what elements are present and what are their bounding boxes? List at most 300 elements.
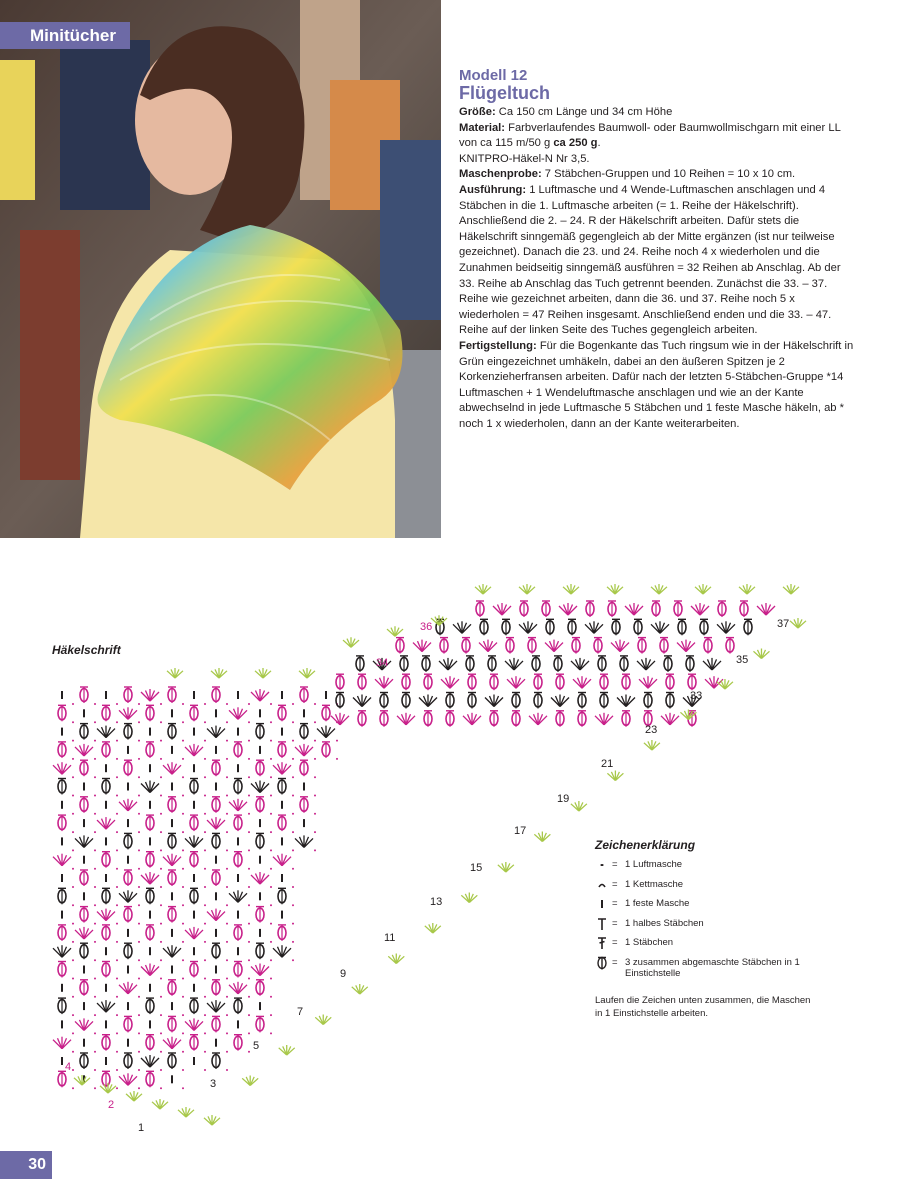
edge-scallop <box>255 668 271 678</box>
sc-symbol <box>83 819 85 827</box>
sc-symbol <box>237 1020 239 1028</box>
chain-symbol <box>270 703 272 705</box>
chain-symbol <box>226 849 228 851</box>
row-number-right: 9 <box>340 968 347 980</box>
sc-symbol <box>149 1020 151 1028</box>
chain-symbol <box>270 721 272 723</box>
chain-symbol <box>116 776 118 778</box>
legend-item: = 1 Luftmasche <box>595 858 815 878</box>
chain-symbol <box>94 831 96 833</box>
chain-symbol <box>226 904 228 906</box>
execution-text: 1 Luftmasche und 4 Wende-Luftmaschen anschlagen und 4 Stäbchen in die 1. Luftmasche arbeiten (= 1. Reihe der Häkelschrift). Anschließend die 2. – 24. R der Häkelschrift arbeiten. Dafür stets die Häkelschrift sinngemäß gegengleich ab der Mitte ergänzen (ist nur teilweise gezeichnet). Danach die 23. und 24. Reihe noch 4 x wiederholen und die Zunahmen beidseitig sinngemäß ausführen = 32 Reihen ab Anschlag. Ab der 33. Reihe ab Anschlag das Tuch getrennt beenden. Zunächst die 33. – 37. Reihe wie gezeichnet arbeiten, dann die 36. und 37. Reihe noch 5 x wiederholen = 47 Reihen insgesamt. Anschließend enden und die 33. – 47. Reihe auf der linken Seite des Tuches gegengleich arbeiten. <box>459 183 841 337</box>
sc-symbol <box>171 1075 173 1083</box>
row-number-left: 4 <box>65 1061 72 1073</box>
fan-symbol <box>185 927 203 939</box>
chain-symbol <box>248 813 250 815</box>
chain-symbol <box>138 703 140 705</box>
chain-symbol <box>72 758 74 760</box>
fan-symbol <box>331 713 349 725</box>
sc-symbol <box>127 1039 129 1047</box>
chain-symbol <box>94 758 96 760</box>
chain-symbol <box>182 795 184 797</box>
chain-symbol <box>94 813 96 815</box>
chain-symbol <box>160 1087 162 1089</box>
chain-symbol <box>204 978 206 980</box>
edge-scallop <box>695 584 711 594</box>
sc-symbol <box>149 728 151 736</box>
edge-scallop <box>498 862 514 872</box>
sc-symbol <box>215 709 217 717</box>
chain-symbol <box>226 740 228 742</box>
chain-symbol <box>160 813 162 815</box>
chain-symbol <box>248 703 250 705</box>
chain-symbol <box>94 923 96 925</box>
chain-symbol <box>160 1051 162 1053</box>
fan-symbol <box>229 799 247 811</box>
pattern-instructions <box>459 68 857 432</box>
chain-symbol <box>270 776 272 778</box>
edge-scallop <box>167 668 183 678</box>
chain-symbol <box>248 1014 250 1016</box>
chain-symbol <box>138 1087 140 1089</box>
chain-symbol <box>138 1032 140 1034</box>
slip-stitch-icon <box>595 878 609 892</box>
sc-symbol <box>215 966 217 974</box>
row-number-right: 3 <box>210 1078 217 1090</box>
chain-symbol <box>116 813 118 815</box>
edge-scallop <box>387 626 403 636</box>
sc-symbol <box>61 801 63 809</box>
sc-symbol <box>171 746 173 754</box>
chain-symbol <box>116 831 118 833</box>
fan-symbol <box>251 781 269 793</box>
chain-symbol <box>94 941 96 943</box>
chain-symbol <box>72 886 74 888</box>
chain-symbol <box>160 795 162 797</box>
chain-symbol <box>94 1032 96 1034</box>
chain-symbol <box>94 795 96 797</box>
row-number-left: 2 <box>108 1099 115 1111</box>
sc-symbol <box>105 837 107 845</box>
edge-scallop <box>519 584 535 594</box>
photo-illustration <box>0 0 441 538</box>
sc-symbol <box>171 709 173 717</box>
chain-symbol <box>204 1051 206 1053</box>
edge-scallop <box>425 923 441 933</box>
fan-symbol <box>559 603 577 615</box>
edge-scallop <box>461 893 477 903</box>
chain-symbol <box>116 904 118 906</box>
fan-symbol <box>295 835 313 847</box>
chain-symbol <box>160 776 162 778</box>
chain-symbol <box>116 923 118 925</box>
fan-symbol <box>141 964 159 976</box>
sc-symbol <box>171 966 173 974</box>
fan-symbol <box>273 854 291 866</box>
edge-scallop <box>126 1091 142 1101</box>
sc-symbol <box>259 929 261 937</box>
chain-symbol <box>248 886 250 888</box>
half-double-crochet-icon <box>595 917 609 931</box>
gauge-paragraph <box>459 167 857 183</box>
sc-symbol <box>237 728 239 736</box>
chain-symbol <box>204 813 206 815</box>
chain-symbol <box>248 1051 250 1053</box>
chain-symbol <box>226 721 228 723</box>
chart-title: Häkelschrift <box>52 643 121 657</box>
execution-paragraph <box>459 183 857 339</box>
chain-symbol <box>72 1014 74 1016</box>
sc-symbol <box>303 819 305 827</box>
chain-symbol <box>204 996 206 998</box>
fan-symbol <box>141 689 159 701</box>
fan-symbol <box>75 835 93 847</box>
chain-symbol <box>116 721 118 723</box>
gauge-text: 7 Stäbchen-Gruppen und 10 Reihen = 10 x 10 cm. <box>544 168 796 181</box>
chain-symbol <box>248 795 250 797</box>
edge-scallop <box>74 1075 90 1085</box>
chain-symbol <box>292 740 294 742</box>
sc-symbol <box>193 874 195 882</box>
fan-symbol <box>251 964 269 976</box>
chain-symbol <box>226 776 228 778</box>
edge-scallop <box>204 1115 220 1125</box>
chain-symbol <box>292 795 294 797</box>
fan-symbol <box>317 726 335 738</box>
chain-symbol <box>204 904 206 906</box>
chain-symbol <box>204 758 206 760</box>
sc-symbol <box>259 746 261 754</box>
row-number-right: 7 <box>297 1006 304 1018</box>
chain-symbol <box>270 849 272 851</box>
sc-symbol <box>237 911 239 919</box>
chain-symbol <box>94 1014 96 1016</box>
sc-symbol <box>303 709 305 717</box>
chain-symbol <box>270 886 272 888</box>
chain-symbol <box>72 703 74 705</box>
chain-symbol <box>182 831 184 833</box>
chain-symbol <box>138 1051 140 1053</box>
fan-symbol <box>677 640 695 652</box>
chain-symbol <box>292 904 294 906</box>
chain-symbol <box>226 795 228 797</box>
chain-symbol <box>248 959 250 961</box>
fan-symbol <box>163 945 181 957</box>
chain-symbol <box>160 959 162 961</box>
chain-symbol <box>116 703 118 705</box>
chain-symbol <box>160 1014 162 1016</box>
chain-symbol <box>182 740 184 742</box>
edge-scallop <box>607 584 623 594</box>
chain-symbol <box>138 740 140 742</box>
sc-symbol <box>193 947 195 955</box>
chain-symbol <box>72 923 74 925</box>
sc-symbol <box>61 874 63 882</box>
fan-symbol <box>413 640 431 652</box>
chain-symbol <box>116 868 118 870</box>
chain-symbol <box>226 959 228 961</box>
chain-symbol <box>204 886 206 888</box>
sc-symbol <box>215 929 217 937</box>
edge-scallop <box>388 954 404 964</box>
sc-symbol <box>215 783 217 791</box>
sc-symbol <box>237 691 239 699</box>
fan-symbol <box>625 603 643 615</box>
fan-symbol <box>185 835 203 847</box>
gauge-label: Maschenprobe: <box>459 168 542 181</box>
fan-symbol <box>479 640 497 652</box>
row-number-right: 21 <box>601 758 614 770</box>
sc-symbol <box>149 837 151 845</box>
chain-symbol <box>292 941 294 943</box>
edge-scallop <box>790 618 806 628</box>
chain-symbol <box>226 1051 228 1053</box>
size-paragraph <box>459 105 857 121</box>
chain-symbol <box>248 941 250 943</box>
cluster-icon <box>595 956 609 970</box>
chain-symbol <box>292 703 294 705</box>
chain-symbol <box>116 1014 118 1016</box>
sc-symbol <box>215 746 217 754</box>
sc-symbol <box>215 856 217 864</box>
sc-symbol <box>193 801 195 809</box>
sc-symbol <box>259 819 261 827</box>
sc-symbol <box>127 1002 129 1010</box>
chain-symbol <box>160 996 162 998</box>
chain-symbol <box>94 904 96 906</box>
legend-label: 1 feste Masche <box>625 898 690 909</box>
edge-scallop <box>475 584 491 594</box>
fan-symbol <box>229 707 247 719</box>
chain-symbol <box>182 849 184 851</box>
material-amount: ca 250 g <box>553 137 598 150</box>
legend-item: = 1 Stäbchen <box>595 936 815 956</box>
chain-symbol <box>182 978 184 980</box>
chain-symbol <box>116 740 118 742</box>
chain-symbol <box>270 959 272 961</box>
sc-symbol <box>171 1002 173 1010</box>
fan-symbol <box>493 603 511 615</box>
chain-symbol <box>72 740 74 742</box>
chain-symbol <box>72 1032 74 1034</box>
chain-symbol <box>160 849 162 851</box>
fan-symbol <box>273 945 291 957</box>
chain-symbol <box>248 978 250 980</box>
chain-symbol <box>270 813 272 815</box>
edge-scallop <box>563 584 579 594</box>
finishing-paragraph <box>459 339 857 433</box>
sc-symbol <box>127 966 129 974</box>
fan-symbol <box>119 1073 137 1085</box>
chain-symbol <box>270 996 272 998</box>
sc-symbol <box>61 691 63 699</box>
chain-symbol <box>182 941 184 943</box>
chain-symbol <box>292 721 294 723</box>
chain-symbol <box>270 1032 272 1034</box>
chain-symbol <box>182 923 184 925</box>
chain-symbol <box>204 959 206 961</box>
model-photo <box>0 0 441 538</box>
edge-scallop <box>717 679 733 689</box>
fan-symbol <box>639 676 657 688</box>
chain-symbol <box>138 978 140 980</box>
fan-symbol <box>163 762 181 774</box>
chain-symbol <box>270 941 272 943</box>
fan-symbol <box>611 640 629 652</box>
sc-symbol <box>149 801 151 809</box>
fan-symbol <box>691 603 709 615</box>
sc-symbol <box>83 709 85 717</box>
chain-symbol <box>336 758 338 760</box>
fan-symbol <box>397 713 415 725</box>
chain-symbol <box>116 996 118 998</box>
chain-symbol <box>116 1087 118 1089</box>
sc-symbol <box>193 911 195 919</box>
chain-symbol <box>160 868 162 870</box>
sc-symbol <box>193 728 195 736</box>
sc-symbol <box>281 874 283 882</box>
chain-symbol <box>138 886 140 888</box>
hook-text: KNITPRO-Häkel-N Nr 3,5. <box>459 152 590 165</box>
chain-symbol <box>248 740 250 742</box>
single-crochet-icon <box>595 897 609 911</box>
row-number-right: 35 <box>736 654 749 666</box>
execution-label: Ausführung: <box>459 183 527 196</box>
chain-symbol <box>270 904 272 906</box>
chain-symbol <box>248 996 250 998</box>
legend-item: = 1 halbes Stäbchen <box>595 917 815 937</box>
chain-symbol <box>138 959 140 961</box>
fan-symbol <box>163 1037 181 1049</box>
fan-symbol <box>703 658 721 670</box>
chain-symbol <box>138 849 140 851</box>
sc-symbol <box>193 691 195 699</box>
model-number: Modell 12 <box>459 67 528 84</box>
chain-symbol <box>248 904 250 906</box>
chain-symbol <box>116 1032 118 1034</box>
chain-symbol <box>138 758 140 760</box>
fan-symbol <box>229 982 247 994</box>
fan-symbol <box>637 658 655 670</box>
chain-symbol <box>270 795 272 797</box>
chain-symbol <box>94 978 96 980</box>
chain-symbol <box>94 703 96 705</box>
sc-symbol <box>127 856 129 864</box>
fan-symbol <box>97 1000 115 1012</box>
chain-symbol <box>72 813 74 815</box>
sc-symbol <box>83 856 85 864</box>
chain-symbol <box>138 795 140 797</box>
fan-symbol <box>573 676 591 688</box>
fan-symbol <box>453 621 471 633</box>
chain-symbol <box>94 996 96 998</box>
fan-symbol <box>185 1018 203 1030</box>
fan-symbol <box>507 676 525 688</box>
chain-symbol <box>182 1014 184 1016</box>
sc-symbol <box>149 984 151 992</box>
chain-symbol <box>182 996 184 998</box>
chain-symbol <box>72 795 74 797</box>
chain-symbol <box>314 813 316 815</box>
fan-symbol <box>229 890 247 902</box>
edge-scallop <box>343 637 359 647</box>
chain-symbol <box>292 813 294 815</box>
chain-symbol <box>248 923 250 925</box>
sc-symbol <box>193 764 195 772</box>
sc-symbol <box>281 801 283 809</box>
finishing-text: Für die Bogenkante das Tuch ringsum wie in der Häkelschrift in Grün eingezeichnet umhäkeln, dabei an den äußeren Spitzen je 2 Korkenzieherfransen arbeiten. Dafür nach der letzten 5-Stäbchen-Gruppe *14 Luftmaschen + 1 Wendeluftmasche anschlagen und wie an der Kante abwechselnd in jede Luftmasche 5 Stäbchen und 1 feste Masche häkeln, ab * noch 1 x wiederholen, dann an der Kante weiterarbeiten. <box>459 339 854 430</box>
chain-symbol <box>270 740 272 742</box>
chain-symbol <box>314 740 316 742</box>
chain-symbol <box>138 831 140 833</box>
chain-symbol <box>160 1032 162 1034</box>
sc-symbol <box>237 764 239 772</box>
chain-symbol <box>204 868 206 870</box>
sc-symbol <box>149 947 151 955</box>
edge-scallop <box>178 1107 194 1117</box>
edge-scallop <box>100 1083 116 1093</box>
chain-symbol <box>182 886 184 888</box>
chain-symbol <box>292 923 294 925</box>
sc-symbol <box>237 874 239 882</box>
sc-symbol <box>259 856 261 864</box>
chain-symbol <box>116 1069 118 1071</box>
fan-symbol <box>419 695 437 707</box>
sc-symbol <box>281 728 283 736</box>
chain-symbol <box>160 758 162 760</box>
edge-scallop <box>352 984 368 994</box>
edge-scallop <box>783 584 799 594</box>
chain-symbol <box>160 904 162 906</box>
chain-symbol <box>72 978 74 980</box>
fan-symbol <box>661 713 679 725</box>
row-number-right: 1 <box>138 1122 145 1134</box>
chain-symbol <box>204 941 206 943</box>
chain-symbol <box>160 978 162 980</box>
fan-symbol <box>207 1000 225 1012</box>
sc-symbol <box>259 892 261 900</box>
chain-symbol <box>160 886 162 888</box>
sc-symbol <box>61 984 63 992</box>
fan-symbol <box>505 658 523 670</box>
chain-symbol <box>160 703 162 705</box>
sc-symbol <box>281 691 283 699</box>
edge-scallop <box>607 771 623 781</box>
chain-symbol <box>72 1069 74 1071</box>
chain-symbol <box>138 1069 140 1071</box>
sc-symbol <box>105 691 107 699</box>
fan-symbol <box>705 676 723 688</box>
sc-symbol <box>215 1039 217 1047</box>
chain-symbol <box>204 1069 206 1071</box>
edge-scallop <box>152 1099 168 1109</box>
chain-symbol <box>116 941 118 943</box>
chain-symbol <box>226 831 228 833</box>
edge-scallop <box>279 1045 295 1055</box>
chain-symbol <box>292 959 294 961</box>
chain-symbol <box>248 831 250 833</box>
legend-label: 3 zusammen abgemaschte Stäbchen in 1 Einstichstelle <box>625 956 800 979</box>
chain-symbol <box>292 831 294 833</box>
sc-symbol <box>281 911 283 919</box>
row-number-left: 34 <box>376 657 389 669</box>
chain-symbol <box>292 886 294 888</box>
chain-symbol <box>160 721 162 723</box>
chain-symbol <box>292 849 294 851</box>
chain-symbol <box>336 740 338 742</box>
fan-symbol <box>141 781 159 793</box>
sc-symbol <box>303 783 305 791</box>
